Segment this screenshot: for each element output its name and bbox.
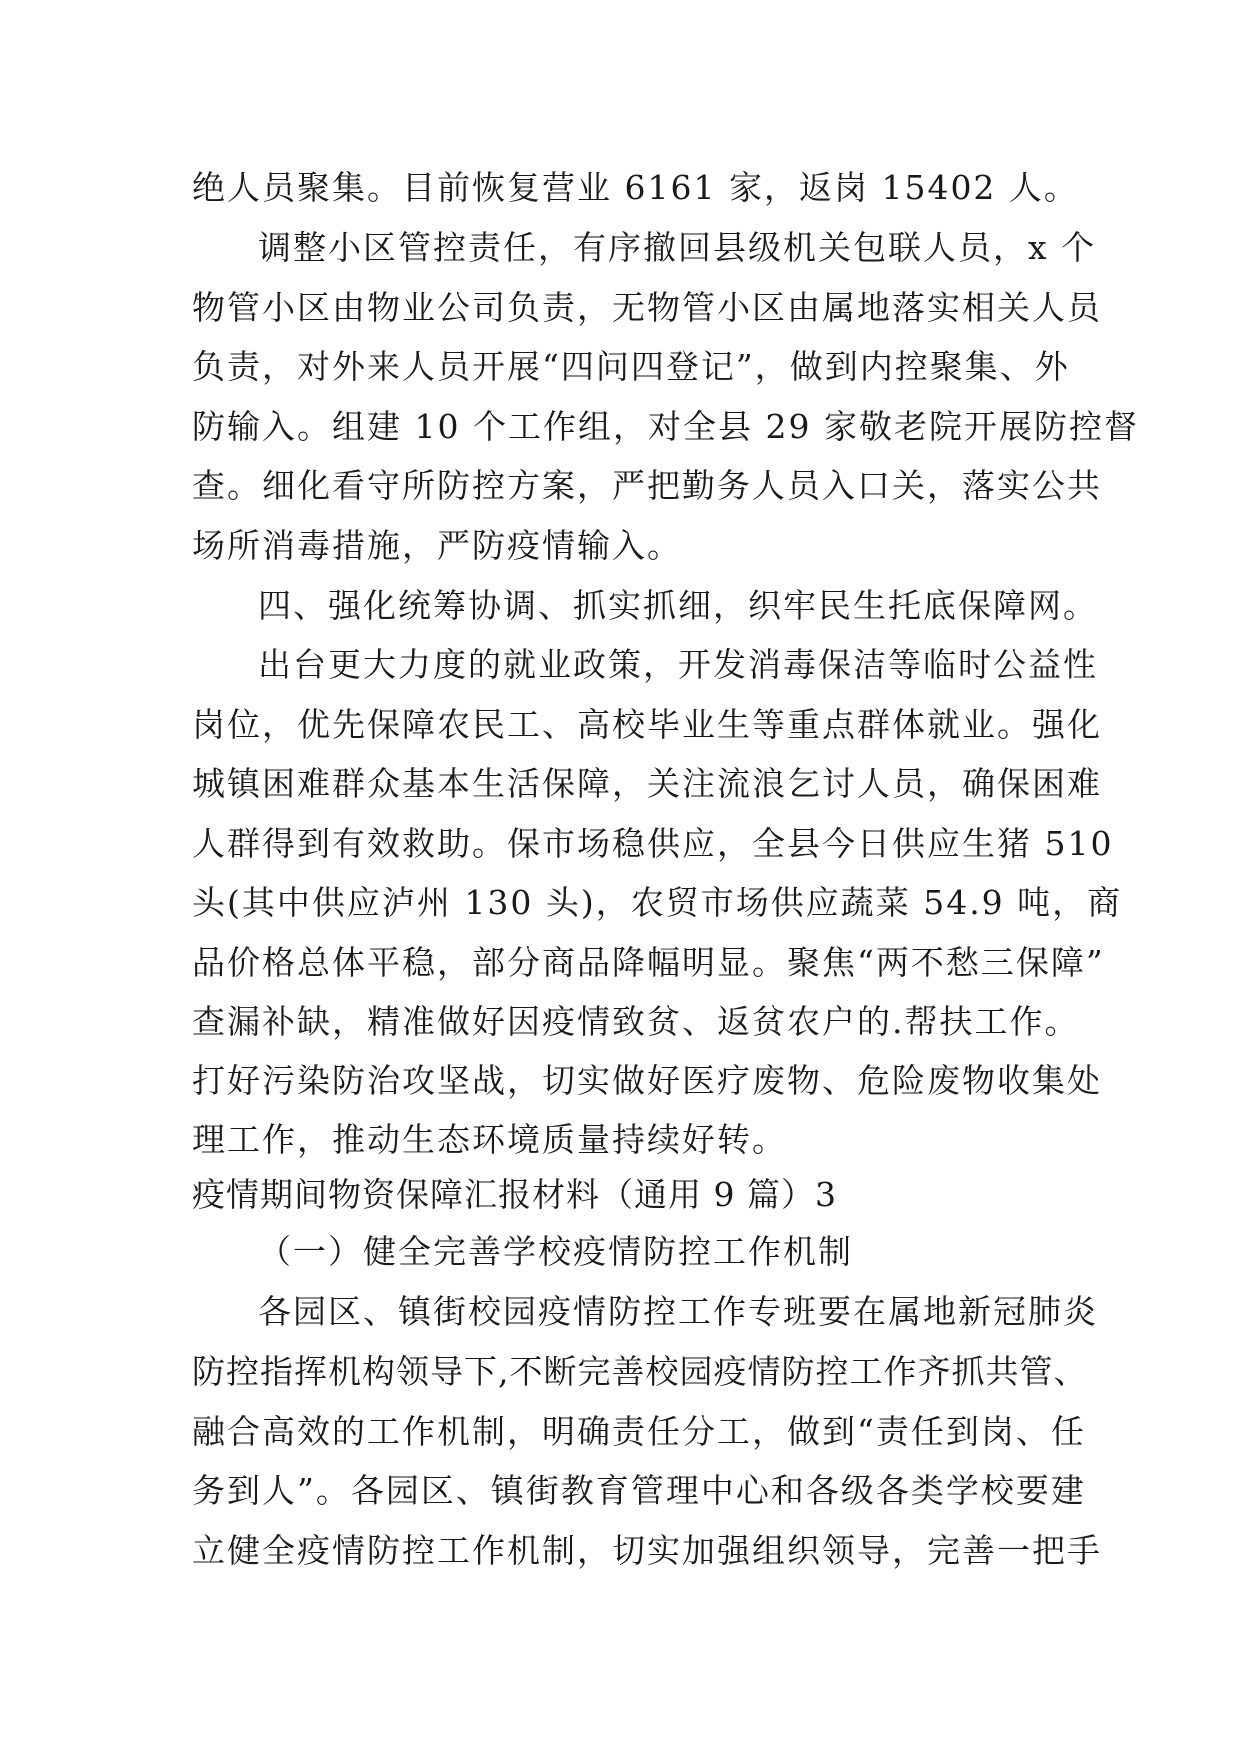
paragraph-line: 立健全疫情防控工作机制，切实加强组织领导，完善一把手 bbox=[192, 1531, 1102, 1570]
paragraph-line: 查漏补缺，精准做好因疫情致贫、返贫农户的.帮扶工作。 bbox=[192, 1002, 1080, 1041]
paragraph-line: 人群得到有效救助。保市场稳供应，全县今日供应生猪 510 bbox=[192, 824, 1114, 863]
paragraph-line: 各园区、镇街校园疫情防控工作专班要在属地新冠肺炎 bbox=[258, 1292, 1098, 1331]
paragraph-line: 务到人”。各园区、镇街教育管理中心和各级各类学校要建 bbox=[192, 1471, 1086, 1510]
paragraph-line: 绝人员聚集。目前恢复营业 6161 家，返岗 15402 人。 bbox=[192, 168, 1079, 207]
paragraph-line: 物管小区由物业公司负责，无物管小区由属地落实相关人员 bbox=[192, 288, 1102, 327]
paragraph-line: 出台更大力度的就业政策，开发消毒保洁等临时公益性 bbox=[258, 645, 1098, 684]
paragraph-line: 防控指挥机构领导下,不断完善校园疫情防控工作齐抓共管、 bbox=[192, 1352, 1088, 1391]
paragraph-line: 城镇困难群众基本生活保障，关注流浪乞讨人员，确保困难 bbox=[192, 764, 1102, 803]
paragraph-line: 理工作，推动生态环境质量持续好转。 bbox=[192, 1120, 787, 1159]
paragraph-line: 场所消毒措施，严防疫情输入。 bbox=[192, 526, 682, 565]
paragraph-line: 负责，对外来人员开展“四问四登记”，做到内控聚集、外 bbox=[192, 347, 1070, 386]
paragraph-line: 打好污染防治攻坚战，切实做好医疗废物、危险废物收集处 bbox=[192, 1061, 1102, 1100]
document-title: 疫情期间物资保障汇报材料（通用 9 篇）3 bbox=[192, 1175, 837, 1214]
paragraph-line: 头(其中供应泸州 130 头)，农贸市场供应蔬菜 54.9 吨，商 bbox=[192, 883, 1123, 922]
section-heading: （一）健全完善学校疫情防控工作机制 bbox=[258, 1232, 853, 1271]
paragraph-line: 防输入。组建 10 个工作组，对全县 29 家敬老院开展防控督 bbox=[192, 407, 1139, 446]
section-heading: 四、强化统筹协调、抓实抓细，织牢民生托底保障网。 bbox=[258, 586, 1098, 625]
paragraph-line: 岗位，优先保障农民工、高校毕业生等重点群体就业。强化 bbox=[192, 705, 1102, 744]
paragraph-line: 融合高效的工作机制，明确责任分工，做到“责任到岗、任 bbox=[192, 1412, 1086, 1451]
paragraph-line: 调整小区管控责任，有序撤回县级机关包联人员，x 个 bbox=[258, 228, 1097, 267]
paragraph-line: 查。细化看守所防控方案，严把勤务人员入口关，落实公共 bbox=[192, 466, 1102, 505]
paragraph-line: 品价格总体平稳，部分商品降幅明显。聚焦“两不愁三保障” bbox=[192, 943, 1105, 982]
